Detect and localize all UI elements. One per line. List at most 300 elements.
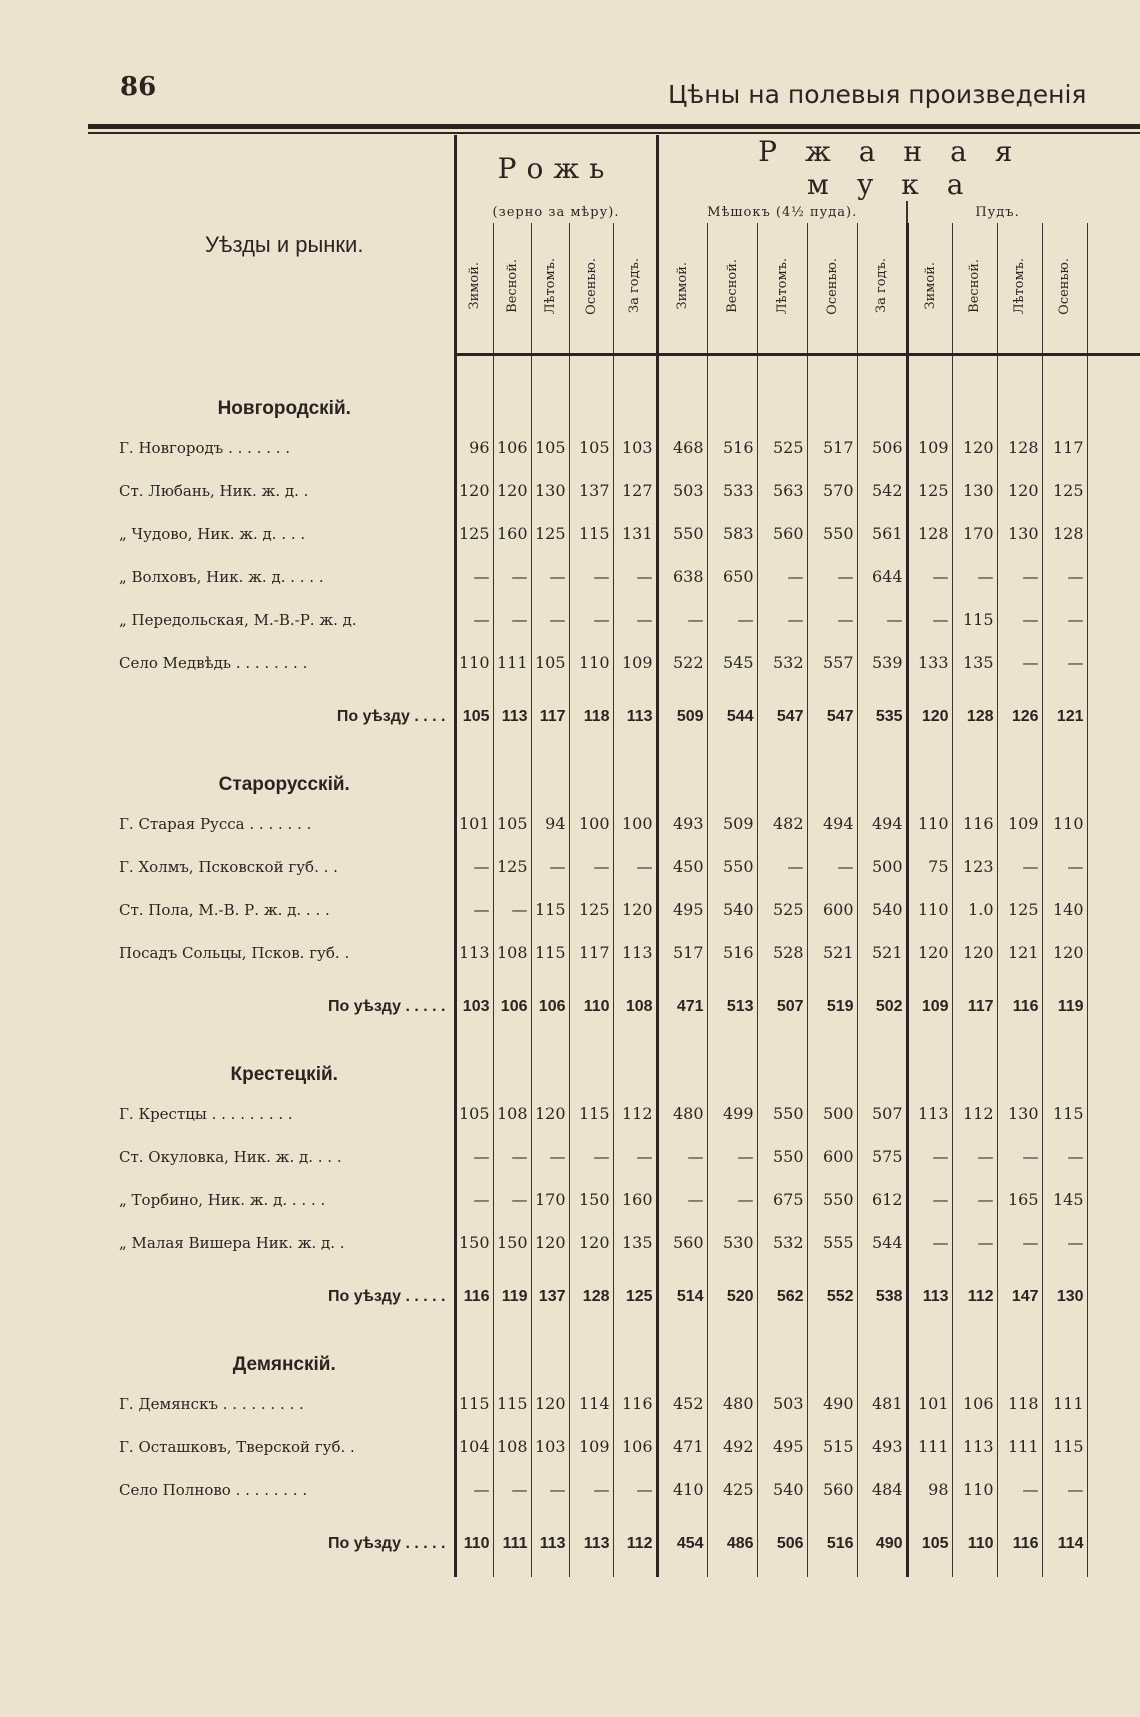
pud-price-cell: 120 bbox=[907, 684, 952, 750]
pud-price-cell: — bbox=[907, 1221, 952, 1264]
bag-price-cell: 503 bbox=[757, 1382, 807, 1425]
rye-price-cell: — bbox=[455, 598, 493, 641]
market-name: Ст. Любань, Ник. ж. д. . bbox=[115, 469, 455, 512]
pud-price-cell: 120 bbox=[952, 426, 997, 469]
bag-price-cell: — bbox=[807, 598, 857, 641]
bag-price-cell: 499 bbox=[707, 1092, 757, 1135]
bag-price-cell: 575 bbox=[857, 1135, 907, 1178]
rye-price-cell: 116 bbox=[455, 1264, 493, 1330]
pud-price-cell: 109 bbox=[997, 802, 1042, 845]
pud-price-cell: — bbox=[1042, 598, 1087, 641]
rye-price-cell: — bbox=[531, 845, 569, 888]
rye-price-cell: — bbox=[455, 1178, 493, 1221]
bag-price-cell: 503 bbox=[657, 469, 707, 512]
bag-price-cell: 525 bbox=[757, 426, 807, 469]
rye-price-cell: 100 bbox=[569, 802, 613, 845]
bag-price-cell: 515 bbox=[807, 1425, 857, 1468]
rye-price-cell: 116 bbox=[613, 1382, 657, 1425]
market-name: „ Волховъ, Ник. ж. д. . . . . bbox=[115, 555, 455, 598]
rye-price-cell: 160 bbox=[493, 512, 531, 555]
bag-price-cell: 535 bbox=[857, 684, 907, 750]
rye-price-cell: — bbox=[569, 1468, 613, 1511]
pud-price-cell: — bbox=[907, 1178, 952, 1221]
bag-price-cell: 495 bbox=[657, 888, 707, 931]
bag-price-cell: 540 bbox=[757, 1468, 807, 1511]
pud-price-cell: 110 bbox=[952, 1511, 997, 1577]
bag-price-cell: 570 bbox=[807, 469, 857, 512]
district-section-row bbox=[115, 750, 1140, 802]
bag-price-cell: 471 bbox=[657, 974, 707, 1040]
bag-price-cell: — bbox=[707, 1135, 757, 1178]
pud-price-cell: — bbox=[952, 555, 997, 598]
rye-price-cell: — bbox=[455, 1468, 493, 1511]
district-total-row bbox=[115, 974, 1140, 1040]
rye-price-cell: — bbox=[493, 1135, 531, 1178]
rye-price-cell: 94 bbox=[531, 802, 569, 845]
table-row bbox=[115, 426, 1140, 469]
bag-price-cell: 507 bbox=[757, 974, 807, 1040]
bag-price-cell: 516 bbox=[707, 931, 757, 974]
pud-price-cell: — bbox=[997, 641, 1042, 684]
rye-price-cell: 120 bbox=[493, 469, 531, 512]
pud-price-cell: 119 bbox=[1042, 974, 1087, 1040]
rye-price-cell: 127 bbox=[613, 469, 657, 512]
rye-price-cell: 125 bbox=[569, 888, 613, 931]
rye-price-cell: 130 bbox=[531, 469, 569, 512]
rye-price-cell: 125 bbox=[613, 1264, 657, 1330]
rye-price-cell: — bbox=[493, 888, 531, 931]
bag-price-cell: 509 bbox=[707, 802, 757, 845]
pud-price-cell: 128 bbox=[907, 512, 952, 555]
rye-price-cell: 117 bbox=[531, 684, 569, 750]
bag-price-cell: — bbox=[657, 1135, 707, 1178]
bag-price-cell: 612 bbox=[857, 1178, 907, 1221]
market-name: Г. Новгородъ . . . . . . . bbox=[115, 426, 455, 469]
bag-price-cell: 519 bbox=[807, 974, 857, 1040]
bag-price-cell: 494 bbox=[807, 802, 857, 845]
table-row bbox=[115, 598, 1140, 641]
pud-price-cell: — bbox=[1042, 555, 1087, 598]
pud-price-cell: — bbox=[997, 555, 1042, 598]
rye-price-cell: 112 bbox=[613, 1511, 657, 1577]
pud-price-cell: 111 bbox=[997, 1425, 1042, 1468]
market-name: „ Малая Вишера Ник. ж. д. . bbox=[115, 1221, 455, 1264]
rye-price-cell: 109 bbox=[613, 641, 657, 684]
bag-season-header: Зимой. bbox=[657, 223, 707, 355]
rye-price-cell: 135 bbox=[613, 1221, 657, 1264]
bag-price-cell: 552 bbox=[807, 1264, 857, 1330]
rye-price-cell: 113 bbox=[455, 931, 493, 974]
rye-price-cell: 106 bbox=[531, 974, 569, 1040]
bag-price-cell: — bbox=[657, 598, 707, 641]
rye-season-header: Зимой. bbox=[455, 223, 493, 355]
rye-price-cell: 108 bbox=[493, 1425, 531, 1468]
pud-price-cell: 117 bbox=[952, 974, 997, 1040]
bag-price-cell: 521 bbox=[807, 931, 857, 974]
pud-price-cell: 170 bbox=[952, 512, 997, 555]
bag-price-cell: 492 bbox=[707, 1425, 757, 1468]
district-total-row bbox=[115, 1511, 1140, 1577]
pud-season-header: Лѣтомъ. bbox=[997, 223, 1042, 355]
market-name: Г. Демянскъ . . . . . . . . . bbox=[115, 1382, 455, 1425]
rye-price-cell: 150 bbox=[493, 1221, 531, 1264]
table-row bbox=[115, 641, 1140, 684]
district-total-row bbox=[115, 684, 1140, 750]
pud-price-cell: — bbox=[1042, 845, 1087, 888]
pud-price-cell: — bbox=[952, 1221, 997, 1264]
pud-price-cell: 1.0 bbox=[952, 888, 997, 931]
district-total-row bbox=[115, 1264, 1140, 1330]
district-section-row bbox=[115, 374, 1140, 426]
bag-price-cell: 544 bbox=[857, 1221, 907, 1264]
pud-price-cell: — bbox=[997, 1135, 1042, 1178]
rye-price-cell: 114 bbox=[569, 1382, 613, 1425]
rye-price-cell: 128 bbox=[569, 1264, 613, 1330]
rye-price-cell: 150 bbox=[569, 1178, 613, 1221]
pud-price-cell: 75 bbox=[907, 845, 952, 888]
pud-price-cell: — bbox=[907, 1135, 952, 1178]
pud-price-cell: 110 bbox=[907, 888, 952, 931]
rye-price-cell: — bbox=[569, 598, 613, 641]
pud-price-cell: 114 bbox=[1042, 1511, 1087, 1577]
pud-price-cell: — bbox=[1042, 1135, 1087, 1178]
bag-price-cell: 550 bbox=[657, 512, 707, 555]
pud-price-cell: 111 bbox=[1042, 1382, 1087, 1425]
bag-price-cell: 502 bbox=[857, 974, 907, 1040]
district-total-label: По уѣзду . . . . . bbox=[115, 974, 455, 1040]
market-name: Г. Холмъ, Псковской губ. . . bbox=[115, 845, 455, 888]
pud-price-cell: 116 bbox=[997, 1511, 1042, 1577]
pud-price-cell: — bbox=[952, 1178, 997, 1221]
bag-price-cell: 638 bbox=[657, 555, 707, 598]
rye-price-cell: 105 bbox=[455, 684, 493, 750]
pud-price-cell: 105 bbox=[907, 1511, 952, 1577]
bag-price-cell: 514 bbox=[657, 1264, 707, 1330]
rye-season-header: Осенью. bbox=[569, 223, 613, 355]
rye-price-cell: 115 bbox=[493, 1382, 531, 1425]
bag-price-cell: 481 bbox=[857, 1382, 907, 1425]
rye-price-cell: 105 bbox=[531, 641, 569, 684]
bag-price-cell: — bbox=[707, 1178, 757, 1221]
rye-price-cell: 131 bbox=[613, 512, 657, 555]
rye-price-cell: — bbox=[455, 555, 493, 598]
bag-price-cell: 490 bbox=[807, 1382, 857, 1425]
district-total-label: По уѣзду . . . . . bbox=[115, 1511, 455, 1577]
pud-price-cell: 120 bbox=[907, 931, 952, 974]
bag-price-cell: 560 bbox=[657, 1221, 707, 1264]
rye-price-cell: 108 bbox=[493, 1092, 531, 1135]
pud-price-cell: 140 bbox=[1042, 888, 1087, 931]
bag-price-cell: 644 bbox=[857, 555, 907, 598]
pud-price-cell: 101 bbox=[907, 1382, 952, 1425]
bag-price-cell: 561 bbox=[857, 512, 907, 555]
market-name: „ Чудово, Ник. ж. д. . . . bbox=[115, 512, 455, 555]
bag-price-cell: 540 bbox=[707, 888, 757, 931]
pud-price-cell: 128 bbox=[1042, 512, 1087, 555]
bag-price-cell: 506 bbox=[757, 1511, 807, 1577]
rye-price-cell: 115 bbox=[569, 1092, 613, 1135]
pud-price-cell: 110 bbox=[907, 802, 952, 845]
rye-price-cell: 120 bbox=[569, 1221, 613, 1264]
bag-price-cell: 550 bbox=[757, 1135, 807, 1178]
pud-price-cell: 125 bbox=[907, 469, 952, 512]
bag-price-cell: 425 bbox=[707, 1468, 757, 1511]
table-row bbox=[115, 1425, 1140, 1468]
bag-price-cell: 562 bbox=[757, 1264, 807, 1330]
rye-price-cell: 113 bbox=[569, 1511, 613, 1577]
rye-price-cell: — bbox=[531, 598, 569, 641]
header-rule bbox=[88, 124, 1140, 129]
bag-price-cell: 522 bbox=[657, 641, 707, 684]
bag-price-cell: 544 bbox=[707, 684, 757, 750]
rye-price-cell: 96 bbox=[455, 426, 493, 469]
rye-price-cell: — bbox=[569, 845, 613, 888]
pud-season-header: Осенью. bbox=[1042, 223, 1087, 355]
rye-price-cell: — bbox=[569, 555, 613, 598]
rye-price-cell: — bbox=[613, 555, 657, 598]
pud-price-cell: 113 bbox=[907, 1092, 952, 1135]
rye-price-cell: 120 bbox=[531, 1092, 569, 1135]
bag-price-cell: 555 bbox=[807, 1221, 857, 1264]
rye-season-header: За годъ. bbox=[613, 223, 657, 355]
market-name: Г. Осташковъ, Тверской губ. . bbox=[115, 1425, 455, 1468]
bag-price-cell: 530 bbox=[707, 1221, 757, 1264]
pud-price-cell: 115 bbox=[952, 598, 997, 641]
rye-price-cell: 118 bbox=[569, 684, 613, 750]
bag-price-cell: — bbox=[757, 598, 807, 641]
rye-price-cell: — bbox=[455, 888, 493, 931]
pud-price-cell: 128 bbox=[997, 426, 1042, 469]
rye-price-cell: 150 bbox=[455, 1221, 493, 1264]
pud-price-cell: — bbox=[907, 555, 952, 598]
table-row bbox=[115, 555, 1140, 598]
price-table bbox=[115, 135, 1140, 1577]
rye-price-cell: — bbox=[455, 845, 493, 888]
table-row bbox=[115, 512, 1140, 555]
bag-season-header: Лѣтомъ. bbox=[757, 223, 807, 355]
pud-price-cell: 116 bbox=[997, 974, 1042, 1040]
bag-price-cell: 557 bbox=[807, 641, 857, 684]
column-header-districts: Уѣзды и рынки. bbox=[115, 135, 455, 355]
rye-price-cell: 125 bbox=[455, 512, 493, 555]
pud-price-cell: 135 bbox=[952, 641, 997, 684]
bag-price-cell: 528 bbox=[757, 931, 807, 974]
rye-price-cell: 111 bbox=[493, 641, 531, 684]
pud-price-cell: 123 bbox=[952, 845, 997, 888]
bag-price-cell: 486 bbox=[707, 1511, 757, 1577]
rye-price-cell: 110 bbox=[569, 974, 613, 1040]
pud-price-cell: 115 bbox=[1042, 1092, 1087, 1135]
bag-price-cell: 500 bbox=[807, 1092, 857, 1135]
district-name: Новгородскій. bbox=[115, 374, 455, 426]
table-row bbox=[115, 931, 1140, 974]
rye-price-cell: 105 bbox=[531, 426, 569, 469]
rye-price-cell: 170 bbox=[531, 1178, 569, 1221]
pud-price-cell: 128 bbox=[952, 684, 997, 750]
table-row bbox=[115, 1092, 1140, 1135]
rye-price-cell: — bbox=[493, 1178, 531, 1221]
pud-price-cell: 109 bbox=[907, 426, 952, 469]
pud-price-cell: 112 bbox=[952, 1264, 997, 1330]
bag-price-cell: 520 bbox=[707, 1264, 757, 1330]
table-row bbox=[115, 469, 1140, 512]
rye-price-cell: — bbox=[531, 1135, 569, 1178]
bag-price-cell: 513 bbox=[707, 974, 757, 1040]
pud-price-cell: 121 bbox=[997, 931, 1042, 974]
bag-price-cell: 583 bbox=[707, 512, 757, 555]
pud-price-cell: — bbox=[1042, 1221, 1087, 1264]
rye-price-cell: 105 bbox=[569, 426, 613, 469]
pud-price-cell: 116 bbox=[952, 802, 997, 845]
market-name: Село Медвѣдь . . . . . . . . bbox=[115, 641, 455, 684]
rye-season-header: Весной. bbox=[493, 223, 531, 355]
pud-price-cell: 121 bbox=[1042, 684, 1087, 750]
bag-price-cell: 560 bbox=[807, 1468, 857, 1511]
rye-price-cell: 115 bbox=[531, 888, 569, 931]
rye-price-cell: 110 bbox=[569, 641, 613, 684]
pud-price-cell: 98 bbox=[907, 1468, 952, 1511]
rye-price-cell: 106 bbox=[613, 1425, 657, 1468]
rye-price-cell: 105 bbox=[493, 802, 531, 845]
pud-price-cell: 130 bbox=[952, 469, 997, 512]
bag-price-cell: 600 bbox=[807, 1135, 857, 1178]
pud-price-cell: 165 bbox=[997, 1178, 1042, 1221]
bag-price-cell: 507 bbox=[857, 1092, 907, 1135]
rye-price-cell: 104 bbox=[455, 1425, 493, 1468]
rye-price-cell: 110 bbox=[455, 641, 493, 684]
rye-price-cell: — bbox=[613, 845, 657, 888]
bag-price-cell: 517 bbox=[657, 931, 707, 974]
rye-price-cell: 115 bbox=[455, 1382, 493, 1425]
pud-price-cell: 130 bbox=[997, 1092, 1042, 1135]
rye-price-cell: 120 bbox=[531, 1221, 569, 1264]
district-section-row bbox=[115, 1330, 1140, 1382]
market-name: „ Торбино, Ник. ж. д. . . . . bbox=[115, 1178, 455, 1221]
bag-price-cell: 532 bbox=[757, 1221, 807, 1264]
bag-price-cell: 480 bbox=[707, 1382, 757, 1425]
bag-price-cell: 490 bbox=[857, 1511, 907, 1577]
table-row bbox=[115, 1221, 1140, 1264]
rye-price-cell: 137 bbox=[569, 469, 613, 512]
pud-price-cell: 111 bbox=[907, 1425, 952, 1468]
rye-price-cell: 109 bbox=[569, 1425, 613, 1468]
rye-price-cell: — bbox=[493, 598, 531, 641]
pud-price-cell: — bbox=[997, 1221, 1042, 1264]
rye-price-cell: 119 bbox=[493, 1264, 531, 1330]
pud-price-cell: 145 bbox=[1042, 1178, 1087, 1221]
rye-price-cell: 100 bbox=[613, 802, 657, 845]
bag-price-cell: 484 bbox=[857, 1468, 907, 1511]
bag-price-cell: — bbox=[757, 845, 807, 888]
pud-price-cell: — bbox=[1042, 1468, 1087, 1511]
pud-price-cell: 130 bbox=[997, 512, 1042, 555]
pud-price-cell: 125 bbox=[997, 888, 1042, 931]
rye-price-cell: — bbox=[493, 555, 531, 598]
rye-price-cell: 108 bbox=[493, 931, 531, 974]
pud-subheader: Пудъ. bbox=[975, 204, 1020, 220]
rye-price-cell: 108 bbox=[613, 974, 657, 1040]
bag-price-cell: — bbox=[707, 598, 757, 641]
bag-price-cell: 495 bbox=[757, 1425, 807, 1468]
bag-price-cell: 516 bbox=[707, 426, 757, 469]
bag-price-cell: 480 bbox=[657, 1092, 707, 1135]
rye-price-cell: 125 bbox=[493, 845, 531, 888]
bag-season-header: За годъ. bbox=[857, 223, 907, 355]
page-number: 86 bbox=[120, 72, 157, 102]
bag-price-cell: 540 bbox=[857, 888, 907, 931]
rye-price-cell: 103 bbox=[455, 974, 493, 1040]
table-row bbox=[115, 802, 1140, 845]
bag-price-cell: 516 bbox=[807, 1511, 857, 1577]
bag-price-cell: 525 bbox=[757, 888, 807, 931]
pud-price-cell: 106 bbox=[952, 1382, 997, 1425]
rye-price-cell: 113 bbox=[493, 684, 531, 750]
bag-price-cell: 506 bbox=[857, 426, 907, 469]
pud-price-cell: 113 bbox=[952, 1425, 997, 1468]
rye-price-cell: — bbox=[531, 1468, 569, 1511]
rye-price-cell: 103 bbox=[531, 1425, 569, 1468]
bag-price-cell: 494 bbox=[857, 802, 907, 845]
rye-price-cell: 112 bbox=[613, 1092, 657, 1135]
rye-price-cell: 101 bbox=[455, 802, 493, 845]
rye-price-cell: 120 bbox=[613, 888, 657, 931]
rye-price-cell: 120 bbox=[531, 1382, 569, 1425]
pud-price-cell: 109 bbox=[907, 974, 952, 1040]
bag-price-cell: — bbox=[807, 845, 857, 888]
rye-price-cell: — bbox=[613, 1468, 657, 1511]
rye-price-cell: 106 bbox=[493, 426, 531, 469]
rye-price-cell: — bbox=[531, 555, 569, 598]
bag-price-cell: — bbox=[657, 1178, 707, 1221]
table-row bbox=[115, 845, 1140, 888]
pud-price-cell: — bbox=[997, 1468, 1042, 1511]
pud-price-cell: — bbox=[907, 598, 952, 641]
rye-price-cell: 110 bbox=[455, 1511, 493, 1577]
market-name: Г. Старая Русса . . . . . . . bbox=[115, 802, 455, 845]
pud-price-cell: 115 bbox=[1042, 1425, 1087, 1468]
table-row bbox=[115, 1468, 1140, 1511]
bag-price-cell: 550 bbox=[757, 1092, 807, 1135]
pud-price-cell: 113 bbox=[907, 1264, 952, 1330]
pud-price-cell: 120 bbox=[1042, 931, 1087, 974]
bag-price-cell: 550 bbox=[707, 845, 757, 888]
district-total-label: По уѣзду . . . . bbox=[115, 684, 455, 750]
bag-price-cell: 509 bbox=[657, 684, 707, 750]
rye-price-cell: 106 bbox=[493, 974, 531, 1040]
market-name: Посадъ Сольцы, Псков. губ. . bbox=[115, 931, 455, 974]
rye-price-cell: — bbox=[569, 1135, 613, 1178]
bag-subheader: Мѣшокъ (4½ пуда). bbox=[657, 201, 907, 223]
bag-price-cell: 547 bbox=[807, 684, 857, 750]
bag-price-cell: 545 bbox=[707, 641, 757, 684]
district-section-row bbox=[115, 1040, 1140, 1092]
pud-price-cell: — bbox=[997, 845, 1042, 888]
pud-price-cell: — bbox=[952, 1135, 997, 1178]
rye-season-header: Лѣтомъ. bbox=[531, 223, 569, 355]
bag-price-cell: 542 bbox=[857, 469, 907, 512]
rye-price-cell: 137 bbox=[531, 1264, 569, 1330]
pud-price-cell: 110 bbox=[952, 1468, 997, 1511]
pud-price-cell: 118 bbox=[997, 1382, 1042, 1425]
rye-price-cell: 113 bbox=[531, 1511, 569, 1577]
rye-price-cell: 113 bbox=[613, 684, 657, 750]
bag-price-cell: — bbox=[757, 555, 807, 598]
pud-price-cell: 117 bbox=[1042, 426, 1087, 469]
rye-price-cell: 120 bbox=[455, 469, 493, 512]
table-row bbox=[115, 1178, 1140, 1221]
rye-price-cell: 117 bbox=[569, 931, 613, 974]
market-name: Село Полново . . . . . . . . bbox=[115, 1468, 455, 1511]
